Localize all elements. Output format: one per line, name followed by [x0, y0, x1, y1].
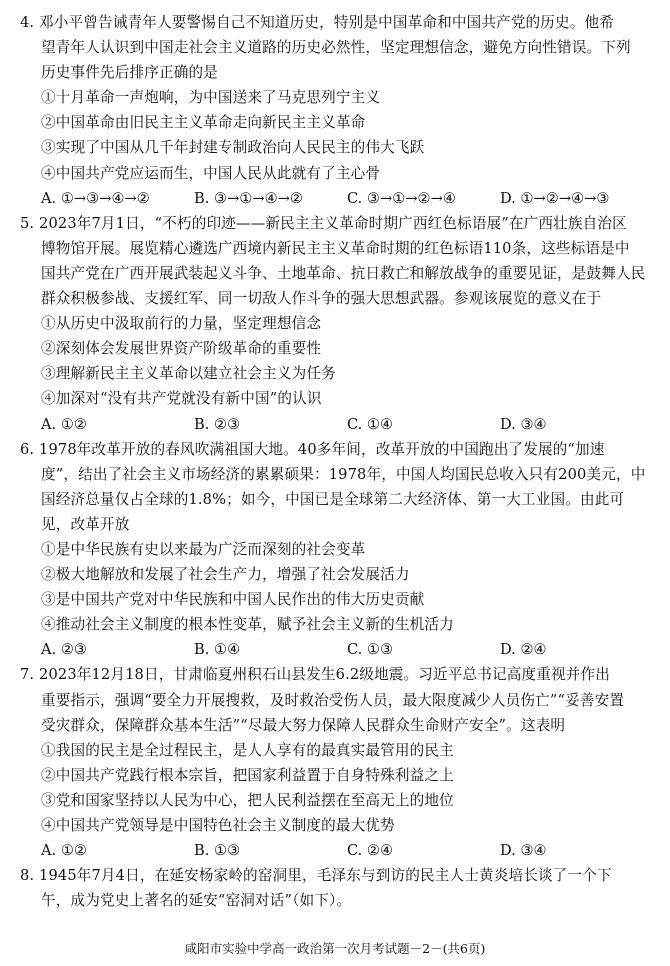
- statement-option: ②极大地解放和发展了社会生产力，增强了社会发展活力: [41, 566, 410, 584]
- answer-choice: B. ③→①→④→②: [194, 189, 304, 207]
- answer-choice: B. ①③: [194, 842, 241, 860]
- statement-option: ①十月革命一声炮响，为中国送来了马克思列宁主义: [41, 89, 381, 107]
- answer-choice: C. ①③: [347, 641, 394, 659]
- statement-option: ②中国共产党践行根本宗旨，把国家利益置于自身特殊利益之上: [41, 766, 454, 784]
- answer-choice: B. ①④: [194, 641, 241, 659]
- answer-choice: D. ③④: [500, 415, 547, 433]
- answer-choice: D. ①→②→④→③: [500, 189, 610, 207]
- question-block: [20, 662, 656, 863]
- statement-option: ②中国革命由旧民主主义革命走向新民主主义革命: [41, 114, 366, 132]
- answer-choice: C. ①④: [347, 415, 394, 433]
- statement-option: ④推动社会主义制度的根本性变革，赋予社会主义新的生机活力: [41, 616, 454, 634]
- statement-option: ④加深对“没有共产党就没有新中国”的认识: [41, 390, 322, 408]
- answer-choice: D. ②④: [500, 641, 547, 659]
- answer-choice: A. ①②: [41, 415, 87, 433]
- statement-option: ③是中国共产党对中华民族和中国人民作出的伟大历史贡献: [41, 591, 425, 609]
- statement-option: ①从历史中汲取前行的力量，坚定理想信念: [41, 315, 322, 333]
- statement-option: ①是中华民族有史以来最为广泛而深刻的社会变革: [41, 540, 366, 558]
- question-stem-line: 午，成为党史上著名的延安“窑洞对话”（如下）。: [41, 892, 352, 910]
- question-stem-line: 国共产党在广西开展武装起义斗争、土地革命、抗日救亡和解放战争的重要见证，是鼓舞人民: [41, 264, 646, 282]
- question-stem-line: 4. 邓小平曾告诫青年人要警惕自己不知道历史，特别是中国革命和中国共产党的历史。他希: [20, 14, 615, 31]
- question-block: [20, 10, 656, 211]
- statement-option: ④中国共产党领导是中国特色社会主义制度的最大优势: [41, 817, 395, 834]
- question-stem-line: 历史事件先后排序正确的是: [41, 64, 218, 82]
- question-stem-line: 重要指示，强调“要全力开展搜救，及时救治受伤人员，最大限度减少人员伤亡”“妥善安置: [41, 691, 625, 709]
- answer-choices: [20, 186, 656, 211]
- answer-choices: [20, 637, 656, 662]
- question-stem-line: 群众积极参战、支援红军、同一切敌人作斗争的强大思想武器。参观该展览的意义在于: [41, 290, 602, 308]
- question-stem-line: 见，改革开放: [41, 515, 130, 533]
- answer-choice: C. ②④: [347, 842, 394, 860]
- question-stem-line: 8. 1945年7月4日，在延安杨家岭的窑洞里，毛泽东与到访的民主人士黄炎培长谈了一个下: [20, 867, 612, 885]
- answer-choice: D. ③④: [500, 842, 547, 860]
- statement-option: ③理解新民主主义革命以建立社会主义为任务: [41, 365, 336, 383]
- statement-option: ③党和国家坚持以人民为中心，把人民利益摆在至高无上的地位: [41, 791, 454, 809]
- answer-choice: C. ③→①→②→④: [347, 189, 456, 207]
- question-stem-line: 度”，结出了社会主义市场经济的累累硕果：1978年，中国人均国民总收入只有200美元，中: [41, 465, 646, 483]
- answer-choices: [20, 838, 656, 863]
- question-block: [20, 437, 656, 663]
- question-stem-line: 5. 2023年7月1日，“不朽的印迹——新民主主义革命时期广西红色标语展”在广西壮族自治区: [20, 214, 627, 232]
- answer-choice: A. ②③: [41, 641, 87, 659]
- question-stem-line: 博物馆开展。展览精心遴选广西境内新民主主义革命时期的红色标语110条，这些标语是中: [41, 239, 630, 257]
- question-block: [20, 211, 656, 437]
- question-stem-line: 望青年人认识到中国走社会主义道路的历史必然性，坚定理想信念，避免方向性错误。下列: [41, 39, 631, 57]
- question-stem-line: 受灾群众，保障群众基本生活”“尽最大努力保障人民群众生命财产安全”。这表明: [41, 716, 566, 734]
- answer-choice: A. ①→③→④→②: [41, 189, 150, 207]
- question-stem-line: 6. 1978年改革开放的春风吹满祖国大地。40多年间，改革开放的中国跑出了发展的“加速: [20, 440, 605, 458]
- answer-choices: [20, 412, 656, 437]
- question-stem-line: 7. 2023年12月18日，甘肃临夏州积石山县发生6.2级地震。习近平总书记高度重视并作出: [20, 666, 610, 684]
- statement-option: ③实现了中国从几千年封建专制政治向人民民主的伟大飞跃: [41, 139, 425, 157]
- statement-option: ②深刻体会发展世界资产阶级革命的重要性: [41, 340, 322, 358]
- answer-choice: A. ①②: [41, 842, 87, 860]
- answer-choice: B. ②③: [194, 415, 241, 433]
- statement-option: ①我国的民主是全过程民主，是人人享有的最真实最管用的民主: [41, 741, 454, 759]
- statement-option: ④中国共产党应运而生，中国人民从此就有了主心骨: [41, 164, 381, 182]
- question-list: [20, 10, 656, 913]
- page-footer: 咸阳市实验中学高一政治第一次月考试题－2－(共6页): [184, 941, 486, 956]
- question-stem-line: 国经济总量仅占全球的1.8%；如今，中国已是全球第二大经济体、第一大工业国。由此可: [41, 490, 625, 508]
- question-block: [20, 863, 656, 913]
